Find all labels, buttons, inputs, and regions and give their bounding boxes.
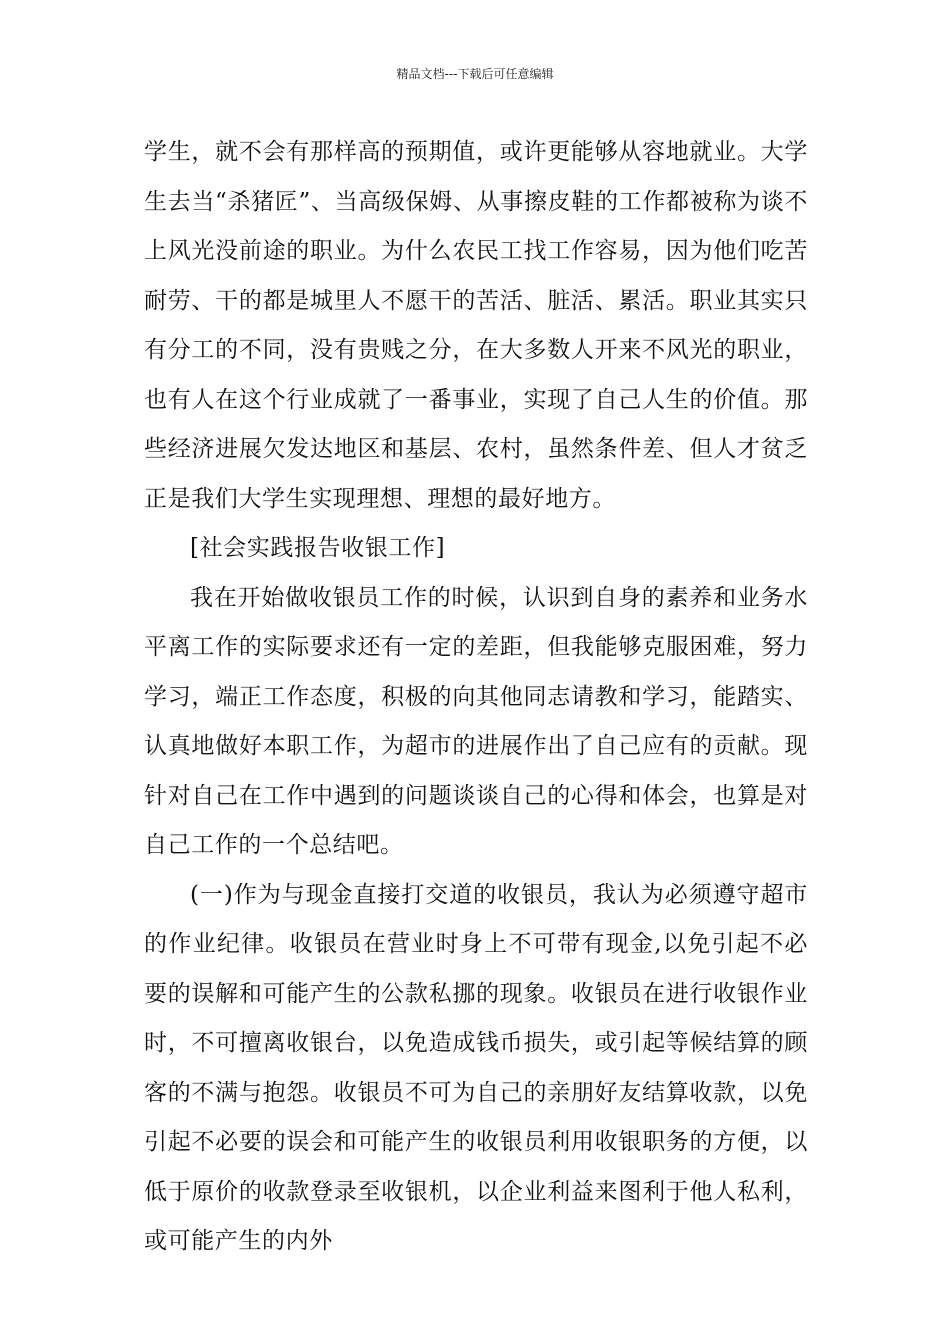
document-body [144, 128, 808, 1267]
section-heading: [社会实践报告收银工作] [190, 535, 446, 561]
paragraph-1: 学生，就不会有那样高的预期值，或许更能够从容地就业。大学生去当“杀猪匠”、当高级保姆、从事擦皮鞋的工作都被称为谈不上风光没前途的职业。为什么农民工找工作容易，因为他们吃苦耐劳、干的都是城里人不愿干的苦活、脏活、累活。职业其实只有分工的不同，没有贵贱之分，在大多数人开来不风光的职业，也有人在这个行业成就了一番事业，实现了自己人生的价值。那些经济进展欠发达地区和基层、农村，虽然条件差、但人才贫乏正是我们大学生实现理想、理想的最好地方。 [144, 139, 808, 512]
page-header: 精品文档---下载后可任意编辑 [396, 67, 554, 81]
paragraph-2: 我在开始做收银员工作的时候，认识到自身的素养和业务水平离工作的实际要求还有一定的差距，但我能够克服困难，努力学习，端正工作态度，积极的向其他同志请教和学习，能踏实、认真地做好本职工作，为超市的进展作出了自己应有的贡献。现针对自己在工作中遇到的问题谈谈自己的心得和体会，也算是对自己工作的一个总结吧。 [144, 584, 808, 858]
paragraph-3: (一)作为与现金直接打交道的收银员，我认为必须遵守超市的作业纪律。收银员在营业时身上不可带有现金,以免引起不必要的误解和可能产生的公款私挪的现象。收银员在进行收银作业时，不可擅离收银台，以免造成钱币损失，或引起等候结算的顾客的不满与抱怨。收银员不可为自己的亲朋好友结算收款，以免引起不必要的误会和可能产生的收银员利用收银职务的方便，以低于原价的收款登录至收银机，以企业利益来图利于他人私利，或可能产生的内外 [144, 881, 808, 1254]
